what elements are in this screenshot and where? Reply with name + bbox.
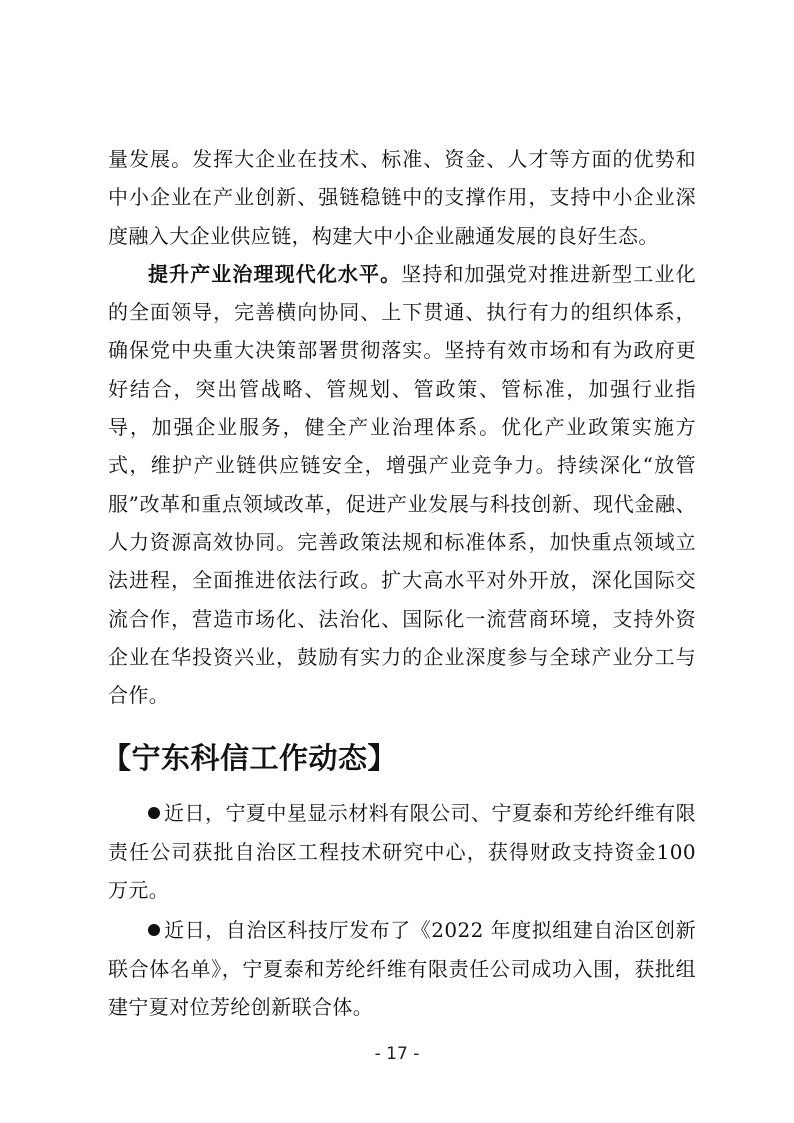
news-item-text: 近日，宁夏中星显示材料有限公司、宁夏泰和芳纶纤维有限责任公司获批自治区工程技术研究中心，获得财政支持资金100 万元。 bbox=[108, 801, 696, 903]
bullet-icon bbox=[148, 924, 160, 936]
page-number: - 17 - bbox=[374, 1044, 420, 1064]
news-item-1 bbox=[108, 794, 696, 909]
intro-paragraph: 量发展。发挥大企业在技术、标准、资金、人才等方面的优势和中小企业在产业创新、强链稳链中的支撑作用，支持中小企业深度融入大企业供应链，构建大中小企业融通发展的良好生态。 bbox=[108, 147, 696, 248]
section-heading: 【宁东科信工作动态】 bbox=[102, 741, 398, 776]
page-content bbox=[102, 140, 696, 1026]
news-item-text: 近日，自治区科技厅发布了《2022 年度拟组建自治区创新联合体名单》，宁夏泰和芳纶纤维有限责任公司成功入围，获批组建宁夏对位芳纶创新联合体。 bbox=[108, 918, 696, 1019]
governance-lead: 提升产业治理现代化水平。 bbox=[148, 261, 402, 286]
governance-body: 坚持和加强党对推进新型工业化的全面领导，完善横向协同、上下贯通、执行有力的组织体系，确保党中央重大决策部署贯彻落实。坚持有效市场和有为政府更好结合，突出管战略、管规划、管政策、管标准，加强行业指导，加强企业服务，健全产业治理体系。优化产业政策实施方式，维护产业链供应链安全，增强产业竞争力。持续深化“放管服”改革和重点领域改革，促进产业发展与科技创新、现代金融、人力资源高效协同。完善政策法规和标准体系，加快重点领域立法进程，全面推进依法行政。扩大高水平对外开放，深化国际交流合作，营造市场化、法治化、国际化一流营商环境，支持外资企业在华投资兴业，鼓励有实力的企业深度参与全球产业分工与合作。 bbox=[108, 261, 696, 708]
bullet-icon bbox=[148, 807, 160, 819]
news-item-2 bbox=[108, 911, 696, 1026]
governance-paragraph bbox=[108, 255, 696, 715]
